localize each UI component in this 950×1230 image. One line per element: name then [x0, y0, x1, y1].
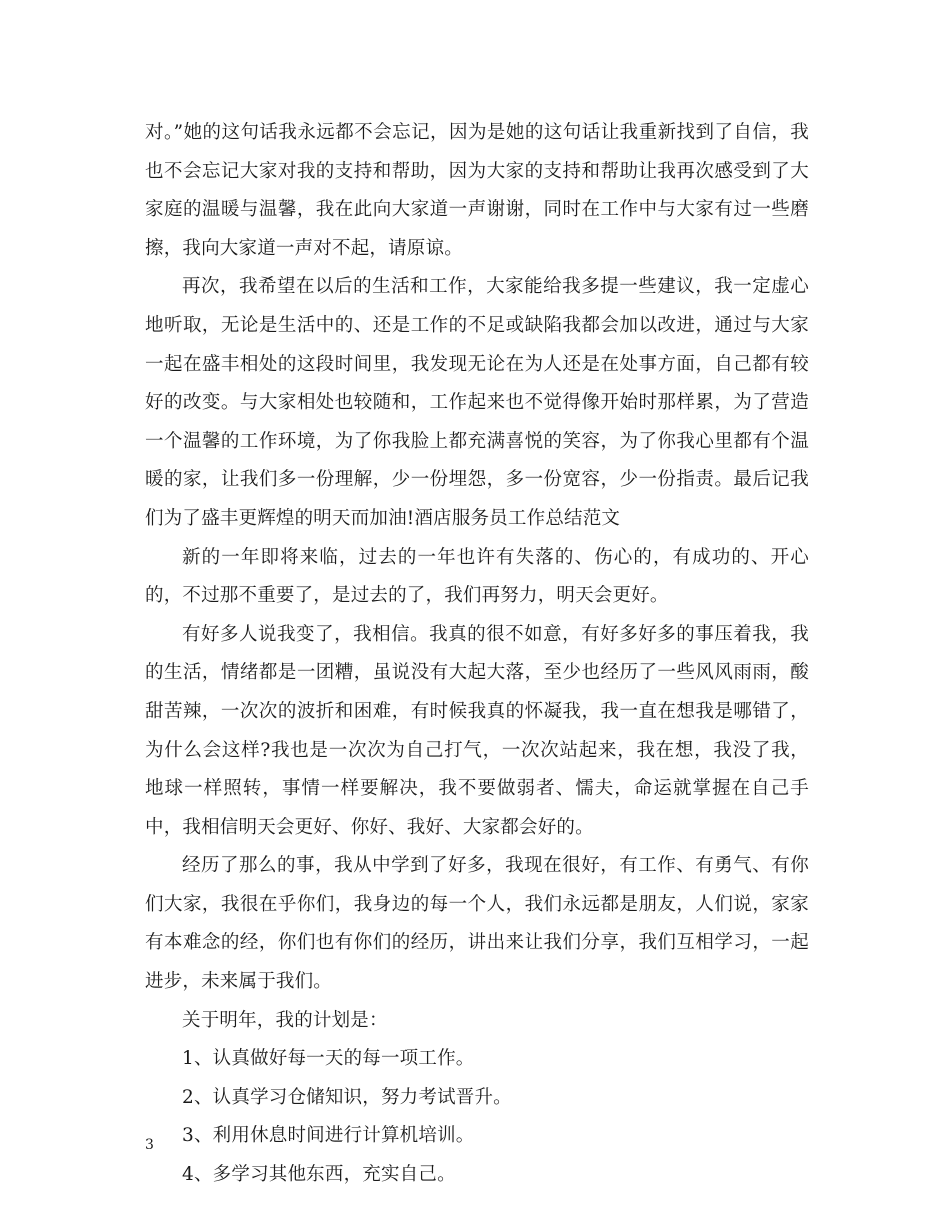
plan-item-1: 1、认真做好每一天的每一项工作。: [182, 1048, 475, 1070]
paragraph-5: 经历了那么的事，我从中学到了好多，我现在很好，有工作、有勇气、有你们大家，我很在乎你们，我身边的每一个人，我们永远都是朋友，人们说，家家有本难念的经，你们也有你们的经历，讲出来让我们分享，我们互相学习，一起进步，未来属于我们。: [145, 855, 809, 993]
page-number: 3: [145, 1137, 154, 1153]
paragraph-1: 对。”她的这句话我永远都不会忘记，因为是她的这句话让我重新找到了自信，我也不会忘记大家对我的支持和帮助，因为大家的支持和帮助让我再次感受到了大家庭的温暖与温馨，我在此向大家道一声谢谢，同时在工作中与大家有过一些磨擦，我向大家道一声对不起，请原谅。: [145, 122, 809, 259]
document-body: [145, 114, 809, 1195]
plan-item-3: 3、利用休息时间进行计算机培训。: [182, 1125, 475, 1147]
paragraph-2: 再次，我希望在以后的生活和工作，大家能给我多提一些建议，我一定虚心地听取，无论是生活中的、还是工作的不足或缺陷我都会加以改进，通过与大家一起在盛丰相处的这段时间里，我发现无论在为人还是在处事方面，自己都有较好的改变。与大家相处也较随和，工作起来也不觉得像开始时那样累，为了营造一个温馨的工作环境，为了你我脸上都充满喜悦的笑容，为了你我心里都有个温暖的家，让我们多一份理解，少一份埋怨，多一份宽容，少一份指责。最后记我们为了盛丰更辉煌的明天而加油!酒店服务员工作总结范文: [145, 276, 809, 529]
plan-item-2: 2、认真学习仓储知识，努力考试晋升。: [182, 1086, 512, 1108]
paragraph-4: 有好多人说我变了，我相信。我真的很不如意，有好多好多的事压着我，我的生活，情绪都是一团糟，虽说没有大起大落，至少也经历了一些风风雨雨，酸甜苦辣，一次次的波折和困难，有时候我真的怀凝我，我一直在想我是哪错了，为什么会这样?我也是一次次为自己打气，一次次站起来，我在想，我没了我，地球一样照转，事情一样要解决，我不要做弱者、懦夫，命运就掌握在自己手中，我相信明天会更好、你好、我好、大家都会好的。: [145, 623, 809, 838]
paragraph-3: 新的一年即将来临，过去的一年也许有失落的、伤心的，有成功的、开心的，不过那不重要了，是过去的了，我们再努力，明天会更好。: [145, 546, 809, 607]
plan-intro: 关于明年，我的计划是：: [182, 1009, 388, 1031]
plan-item-4: 4、多学习其他东西，充实自己。: [182, 1164, 456, 1186]
